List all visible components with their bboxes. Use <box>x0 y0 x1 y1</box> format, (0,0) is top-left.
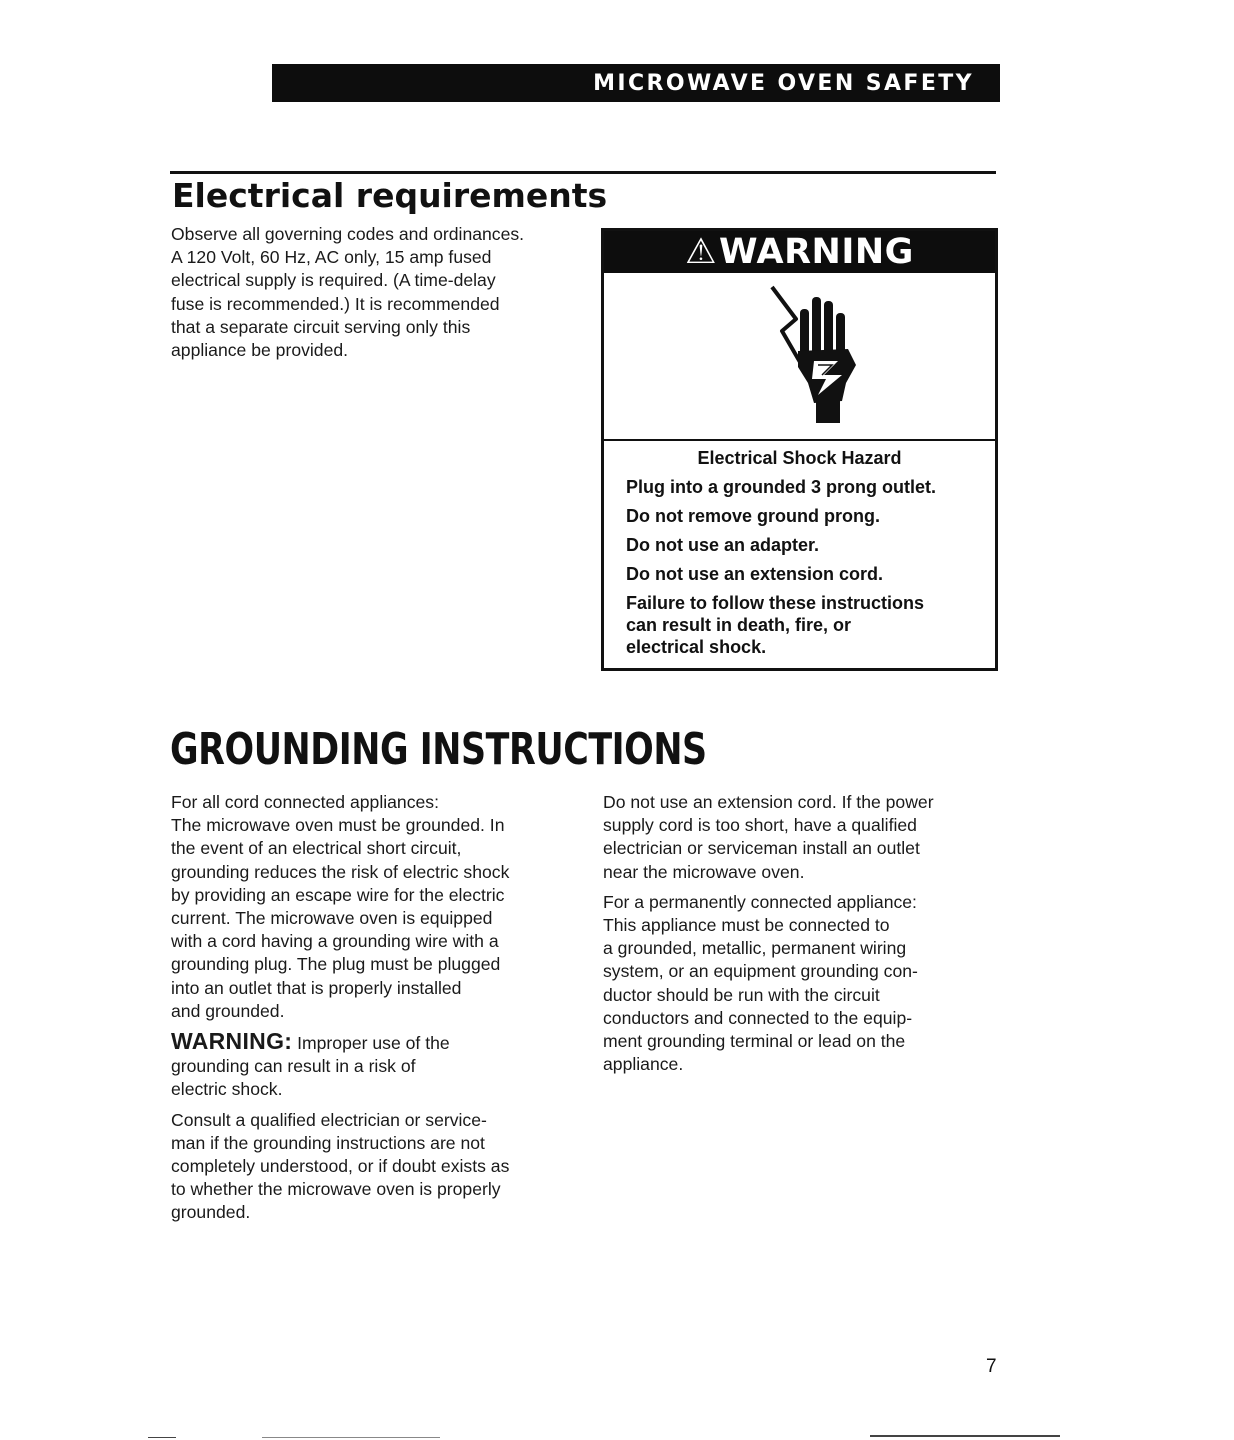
warning-triangle-icon: ⚠ <box>685 232 717 272</box>
electrical-requirements-title: Electrical requirements <box>172 176 608 215</box>
electrical-requirements-text <box>171 223 591 362</box>
warning-header-text: WARNING <box>718 232 914 272</box>
text-line: For a permanently connected appliance: <box>603 891 917 912</box>
text-line: supply cord is too short, have a qualified <box>603 815 917 836</box>
text-line: The microwave oven must be grounded. In <box>171 815 505 836</box>
text-line: near the microwave oven. <box>603 861 805 882</box>
text-line: completely understood, or if doubt exists as <box>171 1156 510 1177</box>
electrical-shock-hand-icon <box>764 283 874 429</box>
warning-line: Do not use an extension cord. <box>626 564 884 584</box>
text-line: grounding plug. The plug must be plugged <box>171 954 501 975</box>
banner-text: MICROWAVE OVEN SAFETY <box>593 70 974 96</box>
text-line <box>171 1030 581 1055</box>
text-line: that a separate circuit serving only this <box>171 316 471 337</box>
grounding-paragraph <box>171 1109 581 1225</box>
text-line: into an outlet that is properly installed <box>171 977 462 998</box>
text-line: ductor should be run with the circuit <box>603 984 880 1005</box>
warning-label: WARNING: <box>171 1028 293 1055</box>
text-line: with a cord having a grounding wire with a <box>171 931 499 952</box>
grounding-left-column <box>171 791 581 1232</box>
grounding-instructions-title: GROUNDING INSTRUCTIONS <box>170 724 707 775</box>
page-number: 7 <box>986 1356 997 1377</box>
warning-line: Failure to follow these instructions <box>626 593 925 613</box>
warning-title: Electrical Shock Hazard <box>697 448 902 468</box>
text-line: a grounded, metallic, permanent wiring <box>603 938 907 959</box>
grounding-paragraph <box>603 891 1003 1077</box>
text-line: ment grounding terminal or lead on the <box>603 1031 906 1052</box>
text-line: to whether the microwave oven is properly <box>171 1179 501 1200</box>
warning-line: can result in death, fire, or <box>626 615 852 635</box>
warning-line: Plug into a grounded 3 prong outlet. <box>626 477 936 497</box>
section-banner <box>272 64 1000 102</box>
warning-box <box>601 228 998 671</box>
text-line: electrical supply is required. (A time-delay <box>171 270 496 291</box>
text-line: appliance be provided. <box>171 340 349 361</box>
grounding-right-column <box>603 791 1003 1083</box>
scan-artifact <box>870 1435 1060 1437</box>
text-line: Observe all governing codes and ordinances. <box>171 224 525 244</box>
text-line: For all cord connected appliances: <box>171 792 439 812</box>
text-line: electric shock. <box>171 1079 283 1100</box>
text-line: conductors and connected to the equip- <box>603 1007 913 1028</box>
grounding-paragraph <box>603 791 1003 884</box>
text-line: grounded. <box>171 1202 251 1223</box>
grounding-paragraph <box>171 791 581 1023</box>
warning-line: Do not remove ground prong. <box>626 506 880 526</box>
text-line: grounding reduces the risk of electric shock <box>171 861 510 882</box>
text-line: the event of an electrical short circuit, <box>171 838 462 859</box>
warning-header <box>604 231 995 273</box>
text-line: Consult a qualified electrician or service- <box>171 1109 487 1130</box>
text-line: This appliance must be connected to <box>603 915 890 936</box>
text-line: appliance. <box>603 1054 684 1075</box>
text-line: grounding can result in a risk of <box>171 1056 416 1077</box>
grounding-warning-paragraph <box>171 1030 581 1102</box>
text-line: current. The microwave oven is equipped <box>171 908 493 929</box>
text-line: fuse is recommended.) It is recommended <box>171 293 500 314</box>
text-line: by providing an escape wire for the electric <box>171 884 505 905</box>
warning-line: Do not use an adapter. <box>626 535 820 555</box>
text-line: and grounded. <box>171 1000 285 1021</box>
text-line: man if the grounding instructions are not <box>171 1132 485 1153</box>
text-line: electrician or serviceman install an outlet <box>603 838 920 859</box>
text-line: system, or an equipment grounding con- <box>603 961 918 982</box>
warning-line: electrical shock. <box>626 637 767 657</box>
scan-artifact <box>148 1437 176 1438</box>
warning-divider <box>604 439 995 441</box>
warning-text: Improper use of the <box>292 1033 450 1054</box>
text-line: Do not use an extension cord. If the power <box>603 792 934 812</box>
scan-artifact <box>262 1437 440 1438</box>
text-line: A 120 Volt, 60 Hz, AC only, 15 amp fused <box>171 247 492 268</box>
